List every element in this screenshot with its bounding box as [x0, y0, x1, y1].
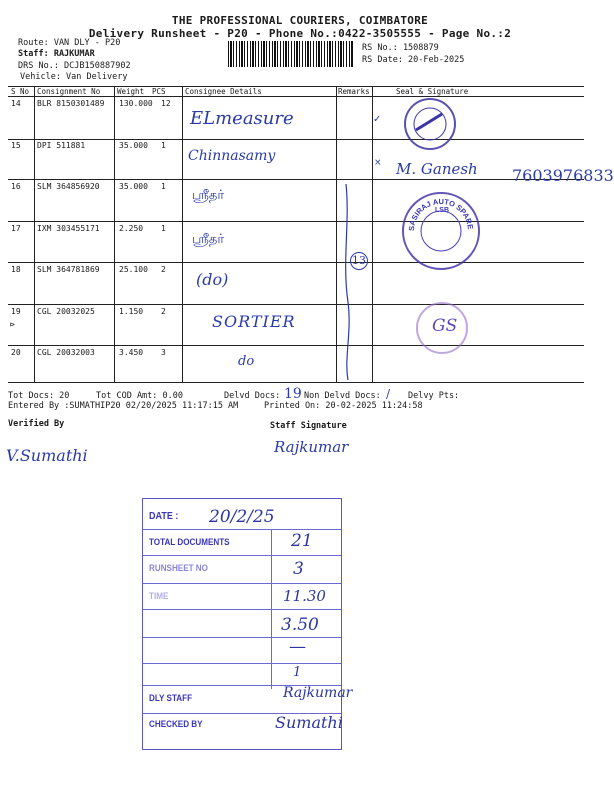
- header-weight: Weight: [117, 87, 145, 96]
- stamp-runsheet-label: RUNSHEET NO: [149, 563, 208, 573]
- row-pcs: 3: [161, 348, 166, 357]
- header-seal-signature: Seal & Signature: [396, 87, 469, 96]
- stamp-row4-value: 3.50: [281, 615, 319, 635]
- row-pcs: 1: [161, 141, 166, 150]
- row-consignment: SLM 364781869: [37, 265, 100, 274]
- row-consignee: ஸ்ரீதர்: [192, 232, 225, 247]
- staff-label: Staff: RAJKUMAR: [18, 49, 95, 59]
- stamp-time-value: 11.30: [283, 587, 326, 605]
- tick-icon: ✓: [373, 114, 382, 125]
- row-sno: 19: [11, 307, 21, 316]
- stamp-total-docs-value: 21: [291, 531, 313, 551]
- stamp-dly-staff-label: DLY STAFF: [149, 693, 193, 703]
- row-pcs: 1: [161, 182, 166, 191]
- row-sno: 20: [11, 348, 21, 357]
- header-consignment: Consignment No: [37, 87, 101, 96]
- entered-by: Entered By :SUMATHIP20 02/20/2025 11:17:15 AM: [8, 401, 239, 411]
- cross-mark-icon: ×: [374, 158, 382, 168]
- stamp-time-label: TIME: [149, 591, 169, 601]
- non-delvd-value: /: [386, 387, 391, 401]
- row-consignment: IXM 303455171: [37, 224, 100, 233]
- row-weight: 1.150: [119, 307, 144, 316]
- row-weight: 35.000: [119, 141, 148, 150]
- drs-label: DRS No.: DCJB150887902: [18, 61, 131, 71]
- row-sno: 15: [11, 141, 21, 150]
- remarks-mark: 13: [350, 252, 368, 270]
- row-weight: 2.250: [119, 224, 144, 233]
- rs-no-label: RS No.: 1508879: [362, 43, 439, 53]
- header-consignee: Consignee Details: [185, 87, 262, 96]
- signature-initials: M. Ganesh: [396, 160, 478, 178]
- stamp-date-value: 20/2/25: [209, 507, 275, 527]
- gs-seal-icon: GS: [416, 302, 468, 354]
- row-consignment: BLR 8150301489: [37, 99, 105, 108]
- row-pcs: 2: [161, 307, 166, 316]
- rs-date-label: RS Date: 20-Feb-2025: [362, 55, 465, 65]
- vehicle-label: Vehicle: Van Delivery: [20, 72, 128, 82]
- tot-cod-amt: Tot COD Amt: 0.00: [96, 391, 183, 401]
- header-sno: S No: [11, 87, 30, 96]
- stamp-checked-by-value: Sumathi: [275, 713, 343, 732]
- signature-phone: 7603976833: [512, 166, 614, 185]
- stamp-checked-by-label: CHECKED BY: [149, 719, 203, 729]
- tot-docs: Tot Docs: 20: [8, 391, 70, 401]
- row-weight: 3.450: [119, 348, 144, 357]
- company-title: THE PROFESSIONAL COURIERS, COIMBATORE: [171, 14, 429, 27]
- row-pcs: 12: [161, 99, 171, 108]
- row-pcs: 2: [161, 265, 166, 274]
- non-delvd-label: Non Delvd Docs:: [304, 391, 381, 401]
- stamp-row6-value: 1: [293, 665, 302, 680]
- row-sno: 16: [11, 182, 21, 191]
- row-weight: 25.100: [119, 265, 148, 274]
- runsheet-subtitle: Delivery Runsheet - P20 - Phone No.:0422-3505555 - Page No.:2: [88, 27, 512, 40]
- svg-text:SASIRAJ AUTO SPARES: SASIRAJ AUTO SPARE: [406, 196, 476, 232]
- row-consignee: do: [238, 354, 255, 369]
- barcode: [228, 41, 353, 67]
- staff-signature: Rajkumar: [274, 438, 349, 456]
- header-pcs: PCS: [152, 87, 166, 96]
- row-pcs: 1: [161, 224, 166, 233]
- route-label: Route: VAN DLY - P20: [18, 38, 121, 48]
- row-sno: 14: [11, 99, 21, 108]
- header-remarks: Remarks: [338, 87, 370, 96]
- staff-signature-label: Staff Signature: [270, 421, 347, 431]
- receipt-stamp: [142, 498, 353, 750]
- svg-text:LSB: LSB: [435, 207, 449, 214]
- stamp-row5-value: —: [289, 637, 306, 657]
- row-consignment: DPI 511881: [37, 141, 86, 150]
- arrow-mark-icon: ⊳: [10, 320, 15, 329]
- row-consignment: CGL 20032003: [37, 348, 95, 357]
- row-sno: 18: [11, 265, 21, 274]
- remarks-bracket-line: [338, 182, 368, 382]
- company-seal-icon: [404, 98, 456, 150]
- delvd-docs-label: Delvd Docs:: [224, 391, 281, 401]
- verified-by-label: Verified By: [8, 419, 65, 429]
- row-consignee: (do): [196, 270, 229, 289]
- row-consignee: SORTIER: [212, 312, 296, 331]
- verified-signature: V.Sumathi: [6, 446, 88, 465]
- auto-spares-seal-icon: [402, 192, 480, 270]
- row-weight: 130.000: [119, 99, 153, 108]
- row-weight: 35.000: [119, 182, 148, 191]
- row-consignee: ELmeasure: [190, 108, 294, 129]
- row-consignee: ஸ்ரீதர்: [192, 188, 225, 203]
- row-consignment: SLM 364856920: [37, 182, 100, 191]
- stamp-total-docs-label: TOTAL DOCUMENTS: [149, 537, 230, 547]
- row-sno: 17: [11, 224, 21, 233]
- printed-on: Printed On: 20-02-2025 11:24:58: [264, 401, 423, 411]
- stamp-date-label: DATE :: [149, 511, 179, 522]
- row-consignment: CGL 20032025: [37, 307, 95, 316]
- row-consignee: Chinnasamy: [188, 148, 276, 164]
- runsheet-table: [8, 86, 584, 386]
- stamp-runsheet-value: 3: [293, 559, 304, 579]
- delvy-pts-label: Delvy Pts:: [408, 391, 460, 401]
- delvd-docs-value: 19: [284, 386, 302, 402]
- stamp-dly-staff-value: Rajkumar: [283, 685, 353, 701]
